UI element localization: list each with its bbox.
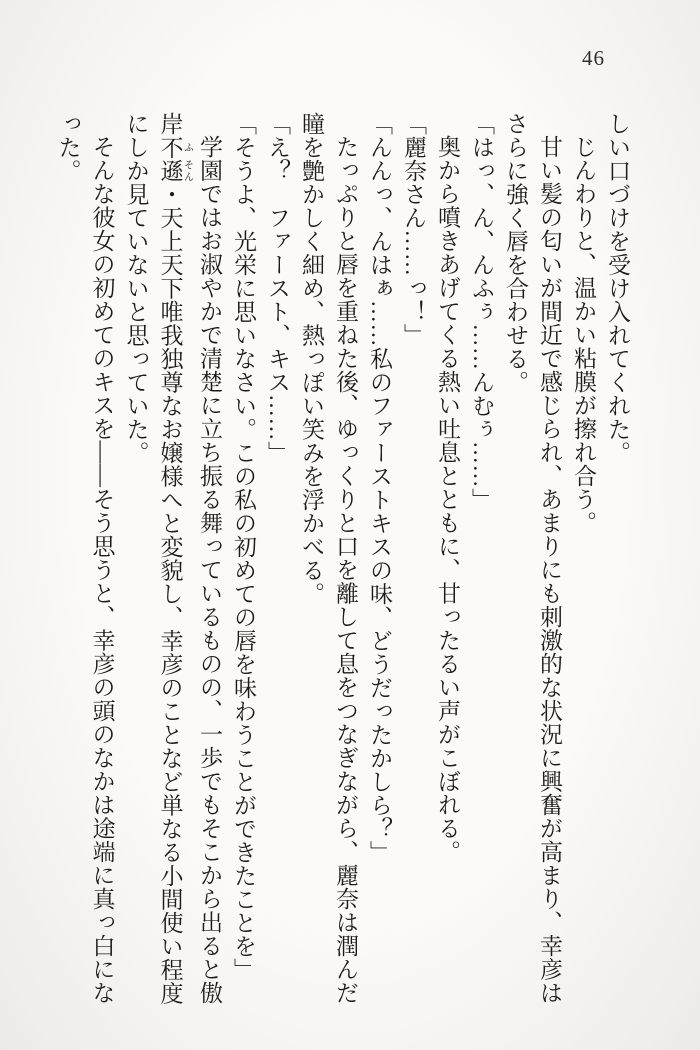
- text-column: 瞳を艶かしく細め、熱っぽい笑みを浮かべる。: [299, 112, 324, 606]
- text-column: 「はっ、ん、んふぅ……んむぅ……」: [469, 112, 494, 512]
- furigana-ruby: 不 ふ: [157, 135, 193, 159]
- text-column: さらに強く唇を合わせる。: [503, 112, 528, 394]
- text-column: 甘い髪の匂いが間近で感じられ、あまりにも刺激的な状況に興奮が高まり、幸彦は: [537, 135, 562, 1005]
- text-column: 岸不 ふ遜 そん・天上天下唯我独尊なお嬢様へと変貌し、幸彦のことなど単なる小間使い程度: [157, 112, 193, 1005]
- text-column: にしか見ていないと思っていた。: [123, 112, 149, 465]
- text-column: しい口づけを受け入れてくれた。: [605, 112, 630, 465]
- furigana-ruby: 遜 そん: [157, 159, 193, 183]
- text-column: たっぷりと唇を重ねた後、ゆっくりと口を離して息をつなぎながら、麗奈は潤んだ: [333, 135, 358, 1005]
- text-column: 学園ではお淑やかで清楚に立ち振る舞っているものの、一歩でもそこから出ると傲: [197, 135, 222, 1005]
- text-column: った。: [55, 112, 81, 183]
- text-column: 「んんっ、んはぁ……私のファーストキスの味、どうだったかしら？」: [367, 112, 392, 864]
- text-column: 「麗奈さん……っ！」: [401, 112, 426, 347]
- text-column: そんな彼女の初めてのキスを――そう思うと、幸彦の頭のなかは途端に真っ白にな: [89, 135, 115, 1005]
- text-block: [54, 112, 634, 1005]
- text-column: じんわりと、温かい粘膜が擦れ合う。: [571, 135, 596, 535]
- text-column: 「そうよ、光栄に思いなさい。この私の初めての唇を味わうことができたことを」: [231, 112, 256, 982]
- text-column: 奥から噴きあげてくる熱い吐息とともに、甘ったるい声がこぼれる。: [435, 135, 460, 864]
- page-number: 46: [582, 46, 605, 70]
- text-column: 「え？ ファースト、キス……」: [265, 112, 290, 465]
